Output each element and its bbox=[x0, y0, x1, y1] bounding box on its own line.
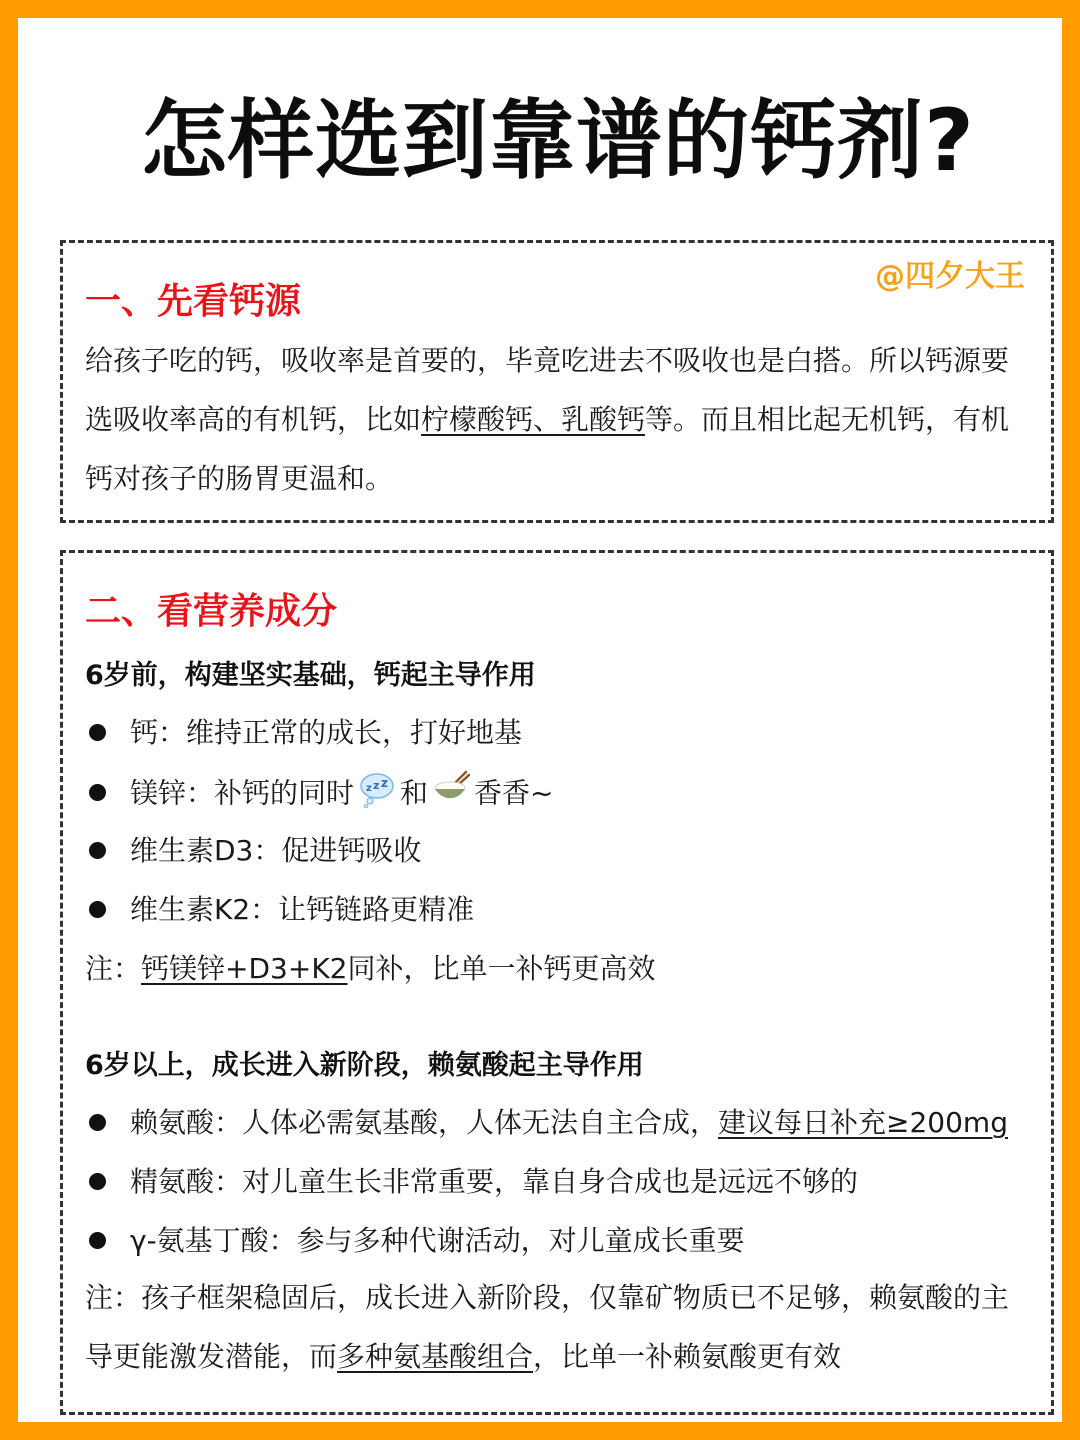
paragraph-text: 给孩子吃的钙，吸收率是首要的，毕竟吃进去不吸收也是白搭。所以钙源要选吸收率高的有机钙，比如 bbox=[85, 344, 1010, 436]
author-watermark: @四夕大王 bbox=[875, 259, 1025, 294]
section-heading: 一、先看钙源 bbox=[85, 281, 302, 322]
list-item-text: 维生素D3：促进钙吸收 bbox=[130, 834, 422, 867]
svg-text:z: z bbox=[366, 783, 372, 794]
list-item-text: 维生素K2：让钙链路更精准 bbox=[130, 893, 475, 926]
list-item bbox=[85, 1160, 1035, 1200]
bullet-dot bbox=[89, 1232, 106, 1249]
svg-text:z: z bbox=[373, 779, 380, 792]
bullet-dot bbox=[89, 784, 106, 801]
rice-bowl-icon bbox=[432, 770, 470, 815]
list-item bbox=[85, 1219, 1035, 1259]
bullet-dot bbox=[89, 724, 106, 741]
list-item-text: 精氨酸：对儿童生长非常重要，靠自身合成也是远远不够的 bbox=[130, 1165, 859, 1198]
list-item bbox=[85, 711, 1035, 751]
group-note bbox=[85, 947, 1035, 987]
note-text: 注：孩子框架稳固后，成长进入新阶段，仅靠矿物质已不足够，赖氨酸的主导更能激发潜能，而 bbox=[85, 1281, 1010, 1373]
bullet-dot bbox=[89, 1114, 106, 1131]
section-heading: 二、看营养成分 bbox=[85, 591, 338, 632]
paragraph-text: 等。而且相比起无机钙，有机钙对孩子的肠胃更温和。 bbox=[85, 403, 1010, 495]
list-item-text: 赖氨酸：人体必需氨基酸，人体无法自主合成， bbox=[130, 1106, 719, 1139]
list-item-text: 和 bbox=[400, 776, 429, 810]
section-nutrients bbox=[60, 550, 1054, 1415]
note-text: 注： bbox=[85, 952, 142, 985]
group-title: 6岁以上，成长进入新阶段，赖氨酸起主导作用 bbox=[85, 1050, 644, 1081]
list-item-text: γ-氨基丁酸：参与多种代谢活动，对儿童成长重要 bbox=[130, 1224, 745, 1257]
list-item bbox=[85, 1101, 1035, 1141]
sleeping-zzz-icon bbox=[358, 770, 396, 815]
bullet-dot bbox=[89, 1173, 106, 1190]
underlined-text: 建议每日补充≥200mg bbox=[718, 1106, 1008, 1139]
section-paragraph bbox=[85, 331, 1035, 508]
section-calcium-source bbox=[60, 240, 1054, 523]
list-item-text: 钙：维持正常的成长，打好地基 bbox=[130, 716, 523, 749]
page-title: 怎样选到靠谱的钙剂? bbox=[141, 91, 975, 191]
group-title: 6岁前，构建坚实基础，钙起主导作用 bbox=[85, 660, 536, 691]
list-item-text: 香香~ bbox=[474, 776, 554, 810]
bullet-dot bbox=[89, 901, 106, 918]
bullet-dot bbox=[89, 842, 106, 859]
underlined-text: 钙镁锌+D3+K2 bbox=[141, 952, 348, 985]
list-item bbox=[85, 770, 1035, 819]
underlined-text: 多种氨基酸组合 bbox=[337, 1340, 534, 1373]
group-note bbox=[85, 1268, 1035, 1386]
list-item bbox=[85, 888, 1035, 928]
note-text: ，比单一补赖氨酸更有效 bbox=[533, 1340, 842, 1373]
list-item-text: 镁锌：补钙的同时 bbox=[130, 776, 355, 810]
underlined-text: 柠檬酸钙、乳酸钙 bbox=[421, 403, 646, 436]
note-text: 同补，比单一补钙更高效 bbox=[347, 952, 656, 985]
list-item bbox=[85, 829, 1035, 869]
svg-text:z: z bbox=[381, 776, 388, 790]
